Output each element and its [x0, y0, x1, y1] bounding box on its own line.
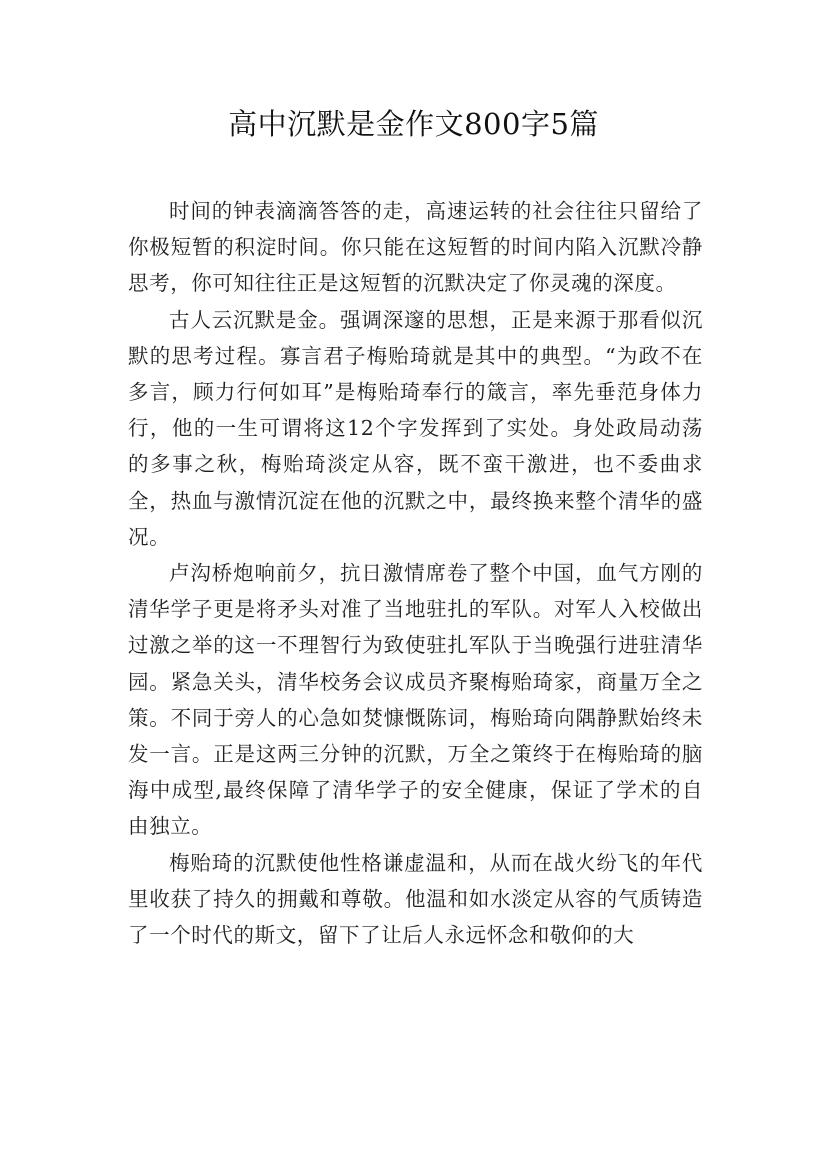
paragraph-4: 梅贻琦的沉默使他性格谦虚温和，从而在战火纷飞的年代里收获了持久的拥戴和尊敬。他温和如水淡定从容的气质铸造了一个时代的斯文，留下了让后人永远怀念和敬仰的大 — [128, 850, 703, 948]
document-body — [128, 193, 703, 953]
paragraph-3: 卢沟桥炮响前夕，抗日激情席卷了整个中国，血气方刚的清华学子更是将矛头对准了当地驻扎的军队。对军人入校做出过激之举的这一不理智行为致使驻扎军队于当晚强行进驻清华园。紧急关头，清华校务会议成员齐聚梅贻琦家，商量万全之策。不同于旁人的心急如焚慷慨陈词，梅贻琦向隅静默始终未发一言。正是这两三分钟的沉默，万全之策终于在梅贻琦的脑海中成型,最终保障了清华学子的安全健康，保证了学术的自由独立。 — [128, 561, 703, 839]
paragraph-1: 时间的钟表滴滴答答的走，高速运转的社会往往只留给了你极短暂的积淀时间。你只能在这短暂的时间内陷入沉默冷静思考，你可知往往正是这短暂的沉默决定了你灵魂的深度。 — [128, 199, 703, 296]
paragraph-2: 古人云沉默是金。强调深邃的思想，正是来源于那看似沉默的思考过程。寡言君子梅贻琦就是其中的典型。“为政不在多言，顾力行何如耳”是梅贻琦奉行的箴言，率先垂范身体力行，他的一生可谓将这12个字发挥到了实处。身处政局动荡的多事之秋，梅贻琦淡定从容，既不蛮干激进，也不委曲求全，热血与激情沉淀在他的沉默之中，最终换来整个清华的盛况。 — [128, 307, 703, 549]
document-title: 高中沉默是金作文800字5篇 — [228, 107, 599, 141]
